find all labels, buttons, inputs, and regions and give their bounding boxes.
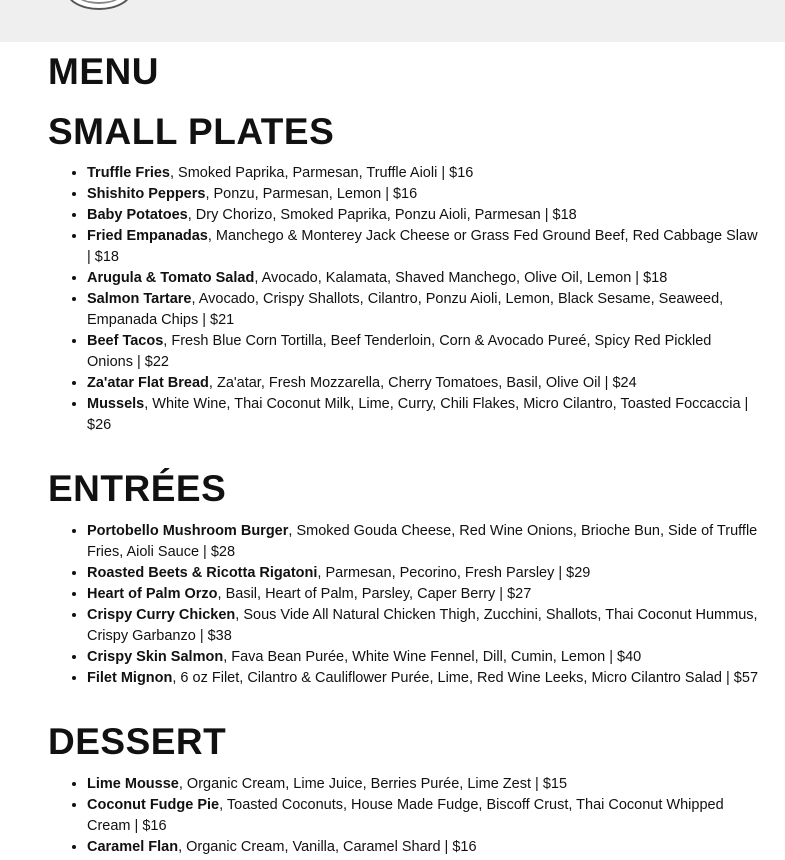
dish-name: Truffle Fries [87, 165, 170, 181]
dish-name: Portobello Mushroom Burger [87, 523, 289, 539]
dish-details: , Fresh Blue Corn Tortilla, Beef Tenderloin, Corn & Avocado Pureé, Spicy Red Pickled Onions | $22 [87, 333, 712, 370]
dish-details: , Manchego & Monterey Jack Cheese or Grass Fed Ground Beef, Red Cabbage Slaw | $18 [87, 228, 758, 265]
dessert-list [48, 774, 760, 858]
list-item [87, 268, 760, 289]
list-item [87, 394, 760, 436]
list-item [87, 205, 760, 226]
dish-details: , Fava Bean Purée, White Wine Fennel, Dill, Cumin, Lemon | $40 [223, 649, 642, 665]
dish-details: , Avocado, Kalamata, Shaved Manchego, Olive Oil, Lemon | $18 [254, 270, 668, 286]
list-item [87, 647, 760, 668]
dish-details: , Basil, Heart of Palm, Parsley, Caper Berry | $27 [217, 586, 532, 602]
restaurant-logo-icon[interactable] [66, 0, 132, 10]
list-item [87, 226, 760, 268]
list-item [87, 331, 760, 373]
dish-name: Coconut Fudge Pie [87, 797, 220, 813]
dish-name: Arugula & Tomato Salad [87, 270, 255, 286]
dish-details: , Parmesan, Pecorino, Fresh Parsley | $29 [317, 565, 591, 581]
list-item [87, 521, 760, 563]
dish-details: , Za'atar, Fresh Mozzarella, Cherry Tomatoes, Basil, Olive Oil | $24 [208, 375, 637, 391]
list-item [87, 289, 760, 331]
dish-name: Beef Tacos [87, 333, 164, 349]
list-item [87, 163, 760, 184]
dish-details: , Smoked Paprika, Parmesan, Truffle Aioli | $16 [170, 165, 474, 181]
dish-name: Filet Mignon [87, 670, 173, 686]
dish-details: , Organic Cream, Lime Juice, Berries Purée, Lime Zest | $15 [178, 776, 568, 792]
section-title-entrees: ENTRÉES [48, 468, 227, 509]
dish-name: Crispy Curry Chicken [87, 607, 236, 623]
dish-name: Shishito Peppers [87, 186, 206, 202]
dish-name: Baby Potatoes [87, 207, 188, 223]
section-title-small-plates: SMALL PLATES [48, 111, 335, 152]
dish-name: Roasted Beets & Ricotta Rigatoni [87, 565, 318, 581]
list-item [87, 373, 760, 394]
list-item [87, 668, 760, 689]
page-title: MENU [48, 51, 159, 92]
dish-name: Salmon Tartare [87, 291, 192, 307]
dish-details: , Sous Vide All Natural Chicken Thigh, Zucchini, Shallots, Thai Coconut Hummus, Crispy Garbanzo | $38 [87, 607, 758, 644]
dish-details: , Dry Chorizo, Smoked Paprika, Ponzu Aioli, Parmesan | $18 [187, 207, 577, 223]
dish-name: Heart of Palm Orzo [87, 586, 218, 602]
dish-name: Caramel Flan [87, 839, 179, 855]
dish-name: Lime Mousse [87, 776, 179, 792]
list-item [87, 837, 760, 858]
dish-name: Za'atar Flat Bread [87, 375, 209, 391]
small-plates-list [48, 163, 760, 436]
list-item [87, 184, 760, 205]
dish-details: , Ponzu, Parmesan, Lemon | $16 [205, 186, 418, 202]
dish-details: , Toasted Coconuts, House Made Fudge, Biscoff Crust, Thai Coconut Whipped Cream | $16 [87, 797, 724, 834]
list-item [87, 584, 760, 605]
dish-details: , Avocado, Crispy Shallots, Cilantro, Ponzu Aioli, Lemon, Black Sesame, Seaweed, Empanada Chips | $21 [87, 291, 724, 328]
section-title-dessert: DESSERT [48, 721, 227, 762]
dish-name: Fried Empanadas [87, 228, 208, 244]
dish-name: Crispy Skin Salmon [87, 649, 224, 665]
dish-details: , 6 oz Filet, Cilantro & Cauliflower Purée, Lime, Red Wine Leeks, Micro Cilantro Salad | $57 [172, 670, 759, 686]
list-item [87, 774, 760, 795]
dish-details: , Organic Cream, Vanilla, Caramel Shard | $16 [178, 839, 477, 855]
list-item [87, 605, 760, 647]
menu-content [48, 52, 760, 858]
entrees-list [48, 521, 760, 689]
list-item [87, 563, 760, 584]
list-item [87, 795, 760, 837]
dish-name: Mussels [87, 396, 145, 412]
dish-details: , Smoked Gouda Cheese, Red Wine Onions, Brioche Bun, Side of Truffle Fries, Aioli Sauce | $28 [87, 523, 758, 560]
dish-details: , White Wine, Thai Coconut Milk, Lime, Curry, Chili Flakes, Micro Cilantro, Toasted Foccaccia | $26 [87, 396, 749, 433]
site-header [0, 0, 785, 42]
